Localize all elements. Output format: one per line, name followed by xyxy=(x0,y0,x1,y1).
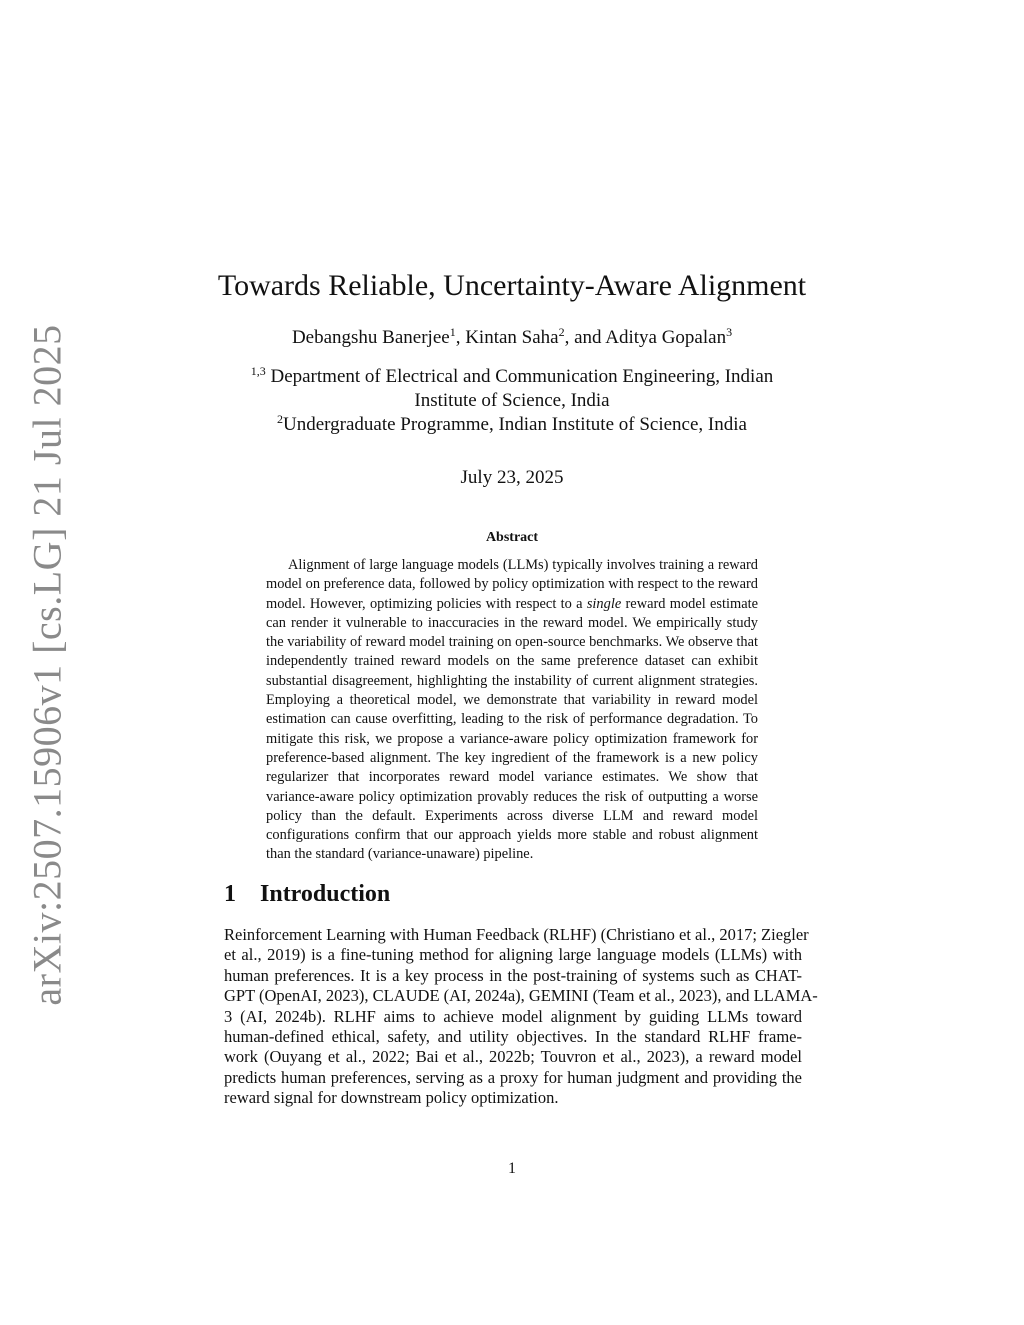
paragraph-line: Reinforcement Learning with Human Feedback (RLHF) (Christiano et al., 2017; Ziegler xyxy=(224,925,809,944)
abstract-text xyxy=(266,556,758,865)
affiliation-text: Department of Electrical and Communication Engineering, Indian xyxy=(270,366,774,387)
affiliation-mark: 2 xyxy=(277,412,284,426)
author-name: Debangshu Banerjee xyxy=(291,327,450,348)
affiliation-text: Undergraduate Programme, Indian Institute of Science, India xyxy=(283,414,747,435)
author-separator: , and xyxy=(564,327,606,348)
affiliation-line xyxy=(212,365,812,389)
paragraph-line: et al., 2019) is a fine-tuning method for aligning large language models (LLMs) with xyxy=(224,945,802,965)
author-affiliation-mark: 2 xyxy=(558,325,565,339)
author-affiliation-mark: 1 xyxy=(449,325,456,339)
paragraph-line: predicts human preferences, serving as a proxy for human judgment and providing the xyxy=(224,1067,802,1087)
paragraph-line: human-defined ethical, safety, and utility objectives. In the standard RLHF frame- xyxy=(224,1027,802,1047)
paragraph-line: GPT (OpenAI, 2023), CLAUDE (AI, 2024a), GEMINI (Team et al., 2023), and LLAMA- xyxy=(224,986,818,1006)
introduction-paragraph xyxy=(224,925,818,1109)
author-list xyxy=(0,325,1024,351)
affiliation-block xyxy=(212,365,812,437)
affiliation-text: Institute of Science, India xyxy=(414,390,610,411)
affiliation-mark: 1,3 xyxy=(250,364,266,378)
author-name: Kintan Saha xyxy=(465,327,559,348)
section-heading xyxy=(224,878,390,910)
section-title: Introduction xyxy=(260,881,391,907)
abstract-text-part: reward model estimate can render it vulnerable to inaccuracies in the reward model. We empirically study the variability of reward model training on open-source benchmarks. We observe that independently trained reward models on the same preference dataset can exhibit substantial disagreement, highlighting the instability of current alignment strategies. Employing a theoretical model, we demonstrate that variability in reward model estimation can cause overfitting, leading to the risk of performance degradation. To mitigate this risk, we propose a variance-aware policy optimization framework for preference-based alignment. The key ingredient of the framework is a new policy regularizer that incorporates reward model variance estimates. We show that variance-aware policy optimization provably reduces the risk of outputting a worse policy than the default. Experiments across diverse LLM and reward model configurations confirm that our approach yields more stable and robust alignment than the standard (variance-unaware) pipeline. xyxy=(266,595,758,863)
paragraph-line: reward signal for downstream policy optimization. xyxy=(224,1088,559,1108)
page-number: 1 xyxy=(508,1160,516,1177)
abstract-text-part: Alignment of large language models (LLMs) typically involves training a reward model on preference data, followed by policy optimization with respect to the reward model. However, optimizing policies with respect to a xyxy=(266,557,758,612)
abstract-heading: Abstract xyxy=(485,530,539,545)
paragraph-line: 3 (AI, 2024b). RLHF aims to achieve model alignment by guiding LLMs toward xyxy=(224,1006,802,1026)
paper-title: Towards Reliable, Uncertainty-Aware Alignment xyxy=(217,269,807,302)
author-name: Aditya Gopalan xyxy=(605,327,727,348)
author-affiliation-mark: 3 xyxy=(726,325,733,339)
section-number: 1 xyxy=(224,881,236,907)
paragraph-line: human preferences. It is a key process in the post-training of systems such as CHAT- xyxy=(224,965,802,985)
paragraph-line: work (Ouyang et al., 2022; Bai et al., 2022b; Touvron et al., 2023), a reward model xyxy=(224,1047,802,1067)
abstract-emphasis: single xyxy=(586,595,622,612)
author-separator: , xyxy=(455,327,466,348)
arxiv-identifier-stamp: arXiv:2507.15906v1 [cs.LG] 21 Jul 2025 xyxy=(24,324,70,1006)
publication-date: July 23, 2025 xyxy=(460,467,564,488)
affiliation-line xyxy=(212,413,812,437)
affiliation-line xyxy=(212,389,812,413)
